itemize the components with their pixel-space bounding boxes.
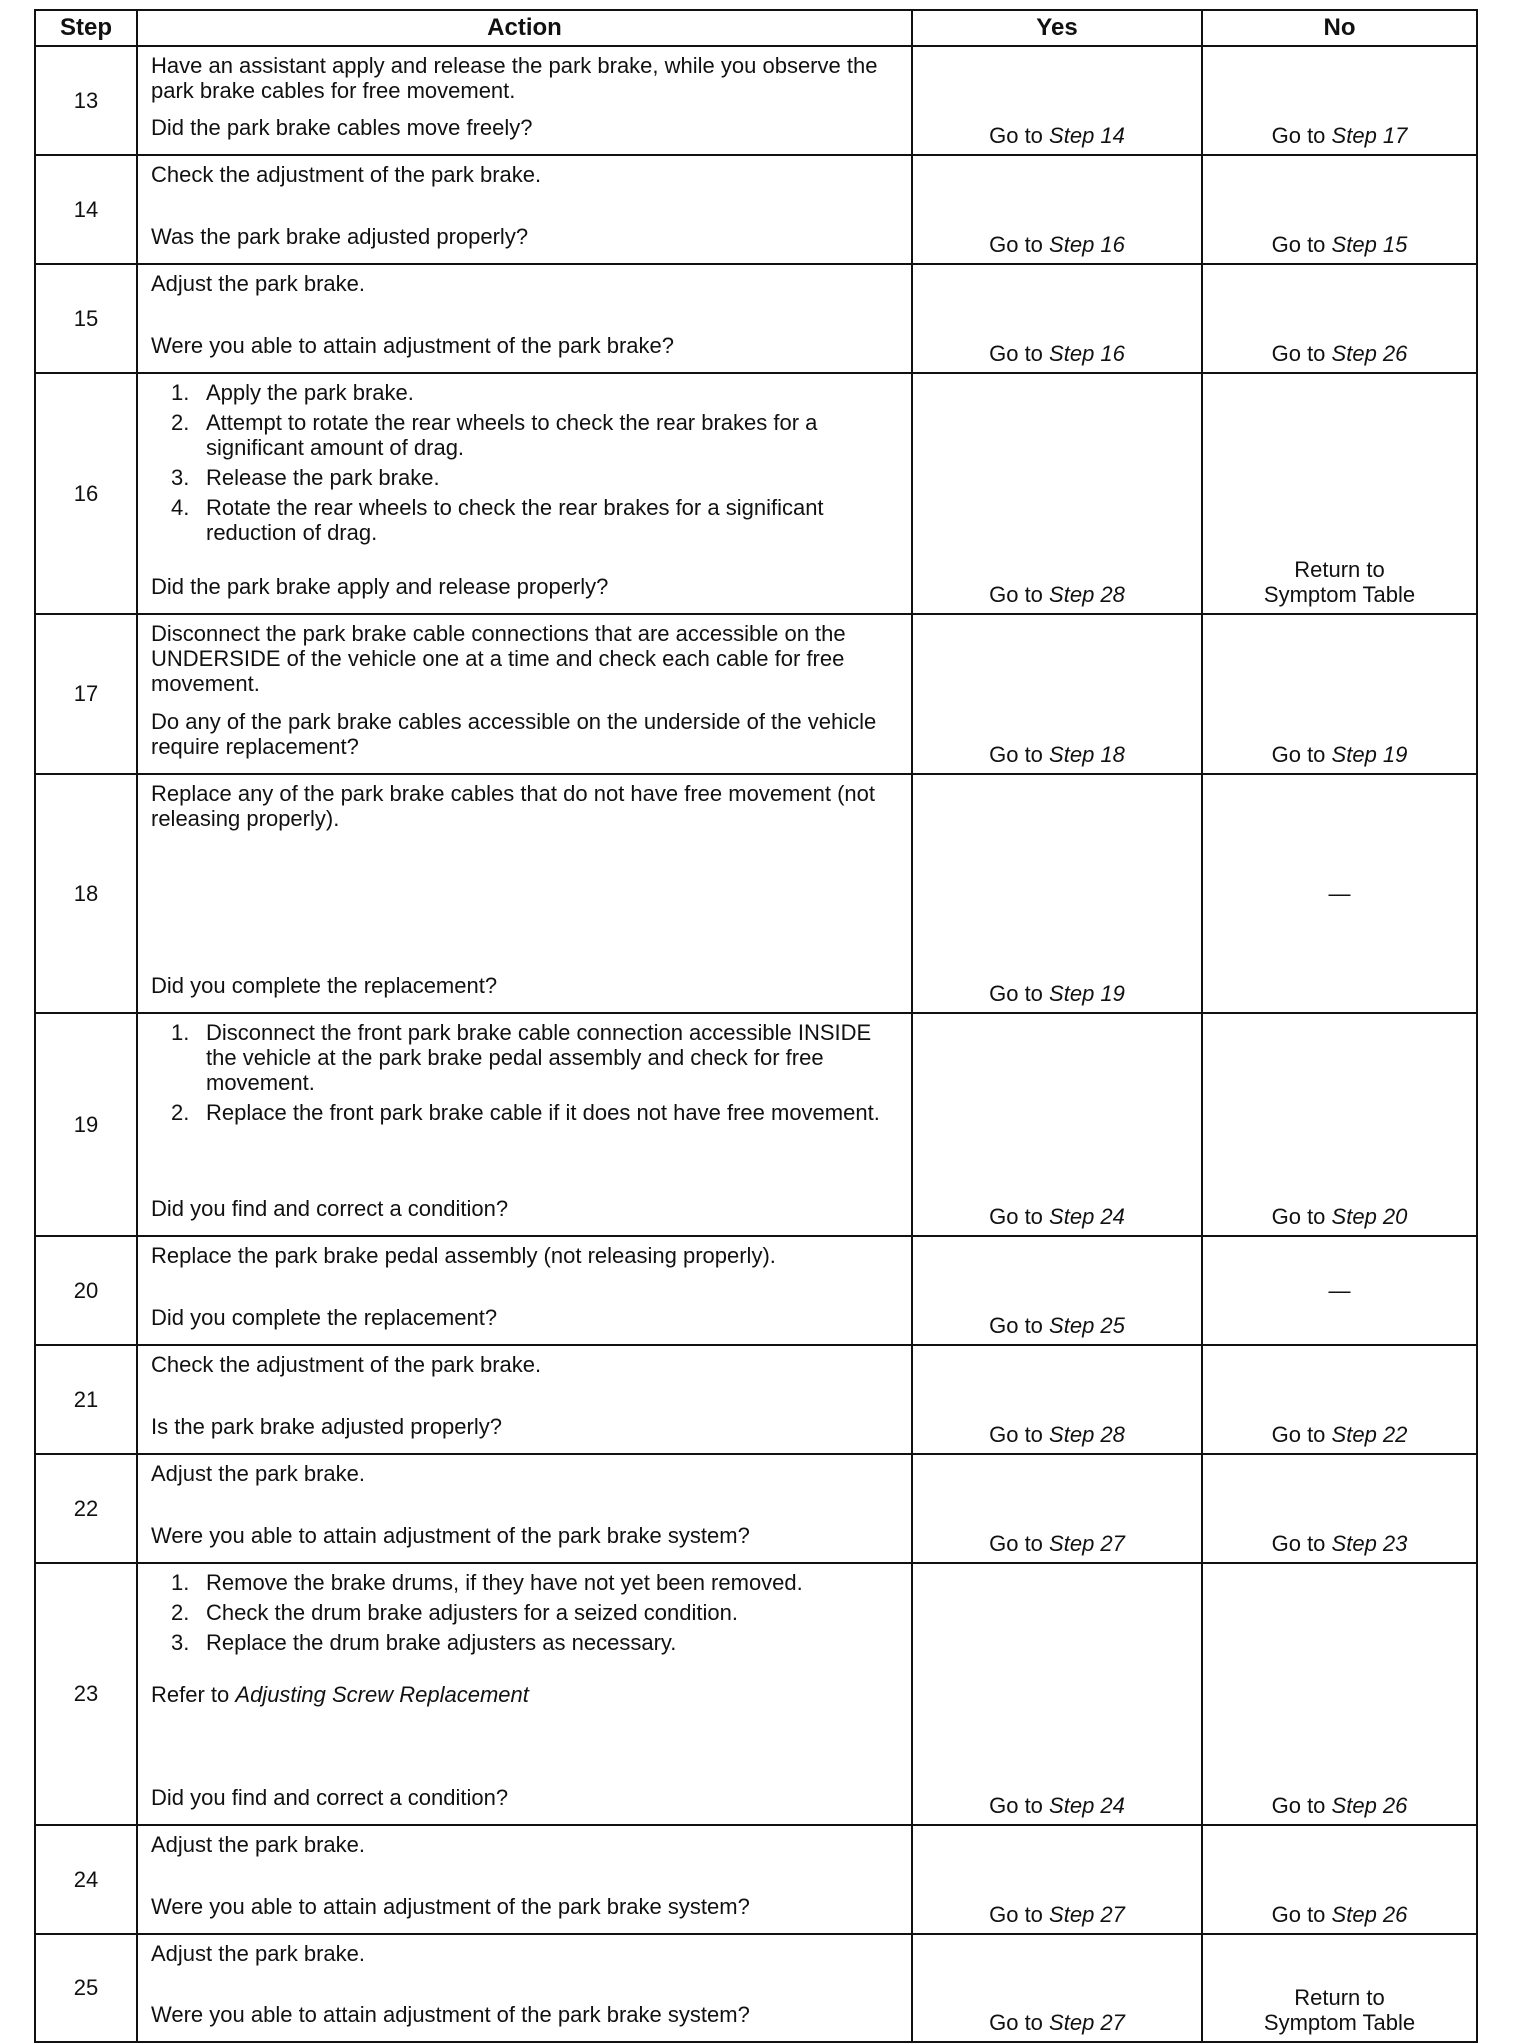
no-cell (1202, 46, 1477, 155)
list-item-number: 1. (171, 1020, 190, 1045)
list-item-number: 1. (171, 380, 190, 405)
step-number: 20 (35, 1236, 137, 1345)
no-cell (1202, 373, 1477, 614)
table-row (35, 614, 1477, 774)
action-text: Have an assistant apply and release the park brake, while you observe the park brake cables for free movement. (151, 53, 878, 103)
action-cell (137, 46, 912, 155)
no-cell (1202, 614, 1477, 774)
return-symptom-table-link[interactable]: Return to Symptom Table (1263, 557, 1416, 607)
action-cell (137, 373, 912, 614)
list-item-number: 4. (171, 495, 190, 520)
yes-step-link[interactable]: Step 14 (1049, 123, 1125, 148)
yes-prefix: Go to (989, 1531, 1043, 1556)
table-row (35, 1236, 1477, 1345)
yes-prefix: Go to (989, 582, 1043, 607)
table-row (35, 1825, 1477, 1934)
diagnostic-table (34, 9, 1478, 2043)
reference-line (151, 1682, 901, 1707)
yes-prefix: Go to (989, 1902, 1043, 1927)
no-step-link[interactable]: Step 26 (1331, 1902, 1408, 1927)
yes-step-link[interactable]: Step 16 (1049, 232, 1125, 257)
yes-step-link[interactable]: Step 27 (1049, 1902, 1125, 1927)
no-cell (1202, 264, 1477, 373)
yes-cell (912, 264, 1202, 373)
step-number: 25 (35, 1934, 137, 2042)
step-number: 21 (35, 1345, 137, 1454)
reference-link[interactable]: Adjusting Screw Replacement (235, 1682, 529, 1707)
action-cell (137, 614, 912, 774)
yes-prefix: Go to (989, 981, 1043, 1006)
action-steps-list (151, 1570, 901, 1660)
yes-cell (912, 614, 1202, 774)
step-number: 18 (35, 774, 137, 1013)
action-question: Did you find and correct a condition? (151, 1196, 509, 1221)
action-question: Were you able to attain adjustment of the park brake system? (151, 1894, 750, 1919)
no-prefix: Go to (1271, 1793, 1326, 1818)
no-cell (1202, 1013, 1477, 1236)
yes-step-link[interactable]: Step 18 (1049, 742, 1125, 767)
yes-prefix: Go to (989, 1204, 1043, 1229)
action-question: Did the park brake apply and release properly? (151, 574, 609, 599)
yes-prefix: Go to (989, 123, 1043, 148)
table-row (35, 1454, 1477, 1563)
no-prefix: Go to (1271, 1902, 1326, 1927)
yes-step-link[interactable]: Step 28 (1049, 1422, 1125, 1447)
list-item-text: Replace the front park brake cable if it does not have free movement. (206, 1100, 880, 1125)
action-cell (137, 774, 912, 1013)
no-cell (1202, 1934, 1477, 2042)
list-item-number: 3. (171, 1630, 190, 1655)
action-text: Adjust the park brake. (151, 1941, 366, 1966)
yes-prefix: Go to (989, 1422, 1043, 1447)
yes-step-link[interactable]: Step 24 (1049, 1204, 1125, 1229)
step-number: 22 (35, 1454, 137, 1563)
yes-cell (912, 1236, 1202, 1345)
no-step-link[interactable]: Step 26 (1331, 1793, 1408, 1818)
action-cell (137, 1934, 912, 2042)
yes-prefix: Go to (989, 742, 1043, 767)
action-question: Did the park brake cables move freely? (151, 115, 533, 140)
action-cell (137, 1454, 912, 1563)
table-row (35, 1013, 1477, 1236)
action-cell (137, 1345, 912, 1454)
step-number: 13 (35, 46, 137, 155)
list-item (151, 1600, 901, 1625)
no-prefix: Go to (1271, 232, 1326, 257)
list-item (151, 380, 901, 405)
no-step-link[interactable]: Step 26 (1331, 341, 1408, 366)
step-number: 16 (35, 373, 137, 614)
yes-step-link[interactable]: Step 19 (1049, 981, 1125, 1006)
action-cell (137, 264, 912, 373)
yes-step-link[interactable]: Step 16 (1049, 341, 1125, 366)
list-item (151, 1020, 901, 1095)
no-step-link[interactable]: Step 17 (1331, 123, 1408, 148)
yes-cell (912, 1825, 1202, 1934)
action-cell (137, 1563, 912, 1825)
list-item (151, 1100, 901, 1125)
yes-step-link[interactable]: Step 25 (1049, 1313, 1125, 1338)
action-text: Disconnect the park brake cable connections that are accessible on the UNDERSIDE of the vehicle one at a time and check each cable for free movement. (151, 621, 846, 696)
yes-prefix: Go to (989, 1793, 1043, 1818)
yes-cell (912, 1345, 1202, 1454)
action-text: Check the adjustment of the park brake. (151, 162, 542, 187)
list-item (151, 1570, 901, 1595)
yes-cell (912, 46, 1202, 155)
list-item-number: 2. (171, 410, 190, 435)
list-item-number: 3. (171, 465, 190, 490)
no-prefix: Go to (1271, 742, 1326, 767)
no-cell (1202, 155, 1477, 264)
table-row (35, 264, 1477, 373)
no-cell (1202, 774, 1477, 1013)
header-step: Step (35, 10, 137, 46)
action-question: Is the park brake adjusted properly? (151, 1414, 502, 1439)
yes-step-link[interactable]: Step 27 (1049, 2010, 1125, 2035)
no-cell (1202, 1236, 1477, 1345)
reference-prefix: Refer to (151, 1682, 230, 1707)
list-item-number: 2. (171, 1100, 190, 1125)
yes-cell (912, 1013, 1202, 1236)
no-cell (1202, 1454, 1477, 1563)
no-step-link[interactable]: Step 20 (1331, 1204, 1408, 1229)
action-question: Were you able to attain adjustment of the park brake? (151, 333, 675, 358)
action-question: Was the park brake adjusted properly? (151, 224, 529, 249)
header-action: Action (137, 10, 912, 46)
step-number: 15 (35, 264, 137, 373)
step-number: 19 (35, 1013, 137, 1236)
yes-cell (912, 1454, 1202, 1563)
header-yes: Yes (912, 10, 1202, 46)
no-cell (1202, 1825, 1477, 1934)
yes-cell (912, 1563, 1202, 1825)
yes-prefix: Go to (989, 232, 1043, 257)
yes-cell (912, 373, 1202, 614)
no-prefix: Go to (1271, 1204, 1326, 1229)
yes-cell (912, 155, 1202, 264)
step-number: 24 (35, 1825, 137, 1934)
action-text: Replace any of the park brake cables that do not have free movement (not releasing properly). (151, 781, 875, 831)
no-action-dash: — (1328, 1278, 1351, 1303)
list-item (151, 465, 901, 490)
no-prefix: Go to (1271, 341, 1326, 366)
yes-step-link[interactable]: Step 28 (1049, 582, 1125, 607)
action-question: Did you complete the replacement? (151, 973, 498, 998)
yes-step-link[interactable]: Step 24 (1049, 1793, 1125, 1818)
yes-cell (912, 774, 1202, 1013)
list-item-text: Disconnect the front park brake cable connection accessible INSIDE the vehicle at the park brake pedal assembly and check for free movement. (206, 1020, 872, 1095)
no-step-link[interactable]: Step 15 (1331, 232, 1408, 257)
no-cell (1202, 1345, 1477, 1454)
action-steps-list (151, 1020, 901, 1130)
step-number: 14 (35, 155, 137, 264)
step-number: 17 (35, 614, 137, 774)
list-item-number: 2. (171, 1600, 190, 1625)
table-row (35, 774, 1477, 1013)
action-cell (137, 1013, 912, 1236)
no-prefix: Go to (1271, 1422, 1326, 1447)
yes-step-link[interactable]: Step 27 (1049, 1531, 1125, 1556)
no-step-link[interactable]: Step 22 (1331, 1422, 1408, 1447)
action-text: Adjust the park brake. (151, 271, 366, 296)
step-number: 23 (35, 1563, 137, 1825)
no-action-dash: — (1328, 881, 1351, 906)
no-step-link[interactable]: Step 19 (1331, 742, 1408, 767)
list-item (151, 1630, 901, 1655)
action-question: Were you able to attain adjustment of the park brake system? (151, 2002, 750, 2027)
no-prefix: Go to (1271, 1531, 1326, 1556)
action-question: Did you find and correct a condition? (151, 1785, 509, 1810)
list-item (151, 410, 901, 460)
list-item-number: 1. (171, 1570, 190, 1595)
yes-prefix: Go to (989, 1313, 1043, 1338)
yes-prefix: Go to (989, 2010, 1043, 2035)
list-item-text: Remove the brake drums, if they have not yet been removed. (206, 1570, 803, 1595)
table-row (35, 1934, 1477, 2042)
action-cell (137, 155, 912, 264)
return-symptom-table-link[interactable]: Return to Symptom Table (1263, 1985, 1416, 2035)
yes-cell (912, 1934, 1202, 2042)
table-row (35, 1345, 1477, 1454)
list-item (151, 495, 901, 545)
list-item-text: Check the drum brake adjusters for a seized condition. (206, 1600, 738, 1625)
list-item-text: Attempt to rotate the rear wheels to check the rear brakes for a significant amount of drag. (206, 410, 818, 460)
table-row (35, 1563, 1477, 1825)
action-cell (137, 1825, 912, 1934)
action-steps-list (151, 380, 901, 550)
action-text: Adjust the park brake. (151, 1832, 366, 1857)
no-prefix: Go to (1271, 123, 1326, 148)
list-item-text: Replace the drum brake adjusters as necessary. (206, 1630, 677, 1655)
action-question: Do any of the park brake cables accessible on the underside of the vehicle require replacement? (151, 709, 877, 759)
action-text: Check the adjustment of the park brake. (151, 1352, 542, 1377)
list-item-text: Rotate the rear wheels to check the rear brakes for a significant reduction of drag. (206, 495, 824, 545)
header-no: No (1202, 10, 1477, 46)
header-row (35, 10, 1477, 46)
action-question: Did you complete the replacement? (151, 1305, 498, 1330)
action-question: Were you able to attain adjustment of the park brake system? (151, 1523, 750, 1548)
list-item-text: Release the park brake. (206, 465, 440, 490)
table-row (35, 46, 1477, 155)
table-row (35, 373, 1477, 614)
list-item-text: Apply the park brake. (206, 380, 414, 405)
action-text: Adjust the park brake. (151, 1461, 366, 1486)
action-cell (137, 1236, 912, 1345)
yes-prefix: Go to (989, 341, 1043, 366)
no-cell (1202, 1563, 1477, 1825)
action-text: Replace the park brake pedal assembly (not releasing properly). (151, 1243, 776, 1268)
table-row (35, 155, 1477, 264)
no-step-link[interactable]: Step 23 (1331, 1531, 1408, 1556)
